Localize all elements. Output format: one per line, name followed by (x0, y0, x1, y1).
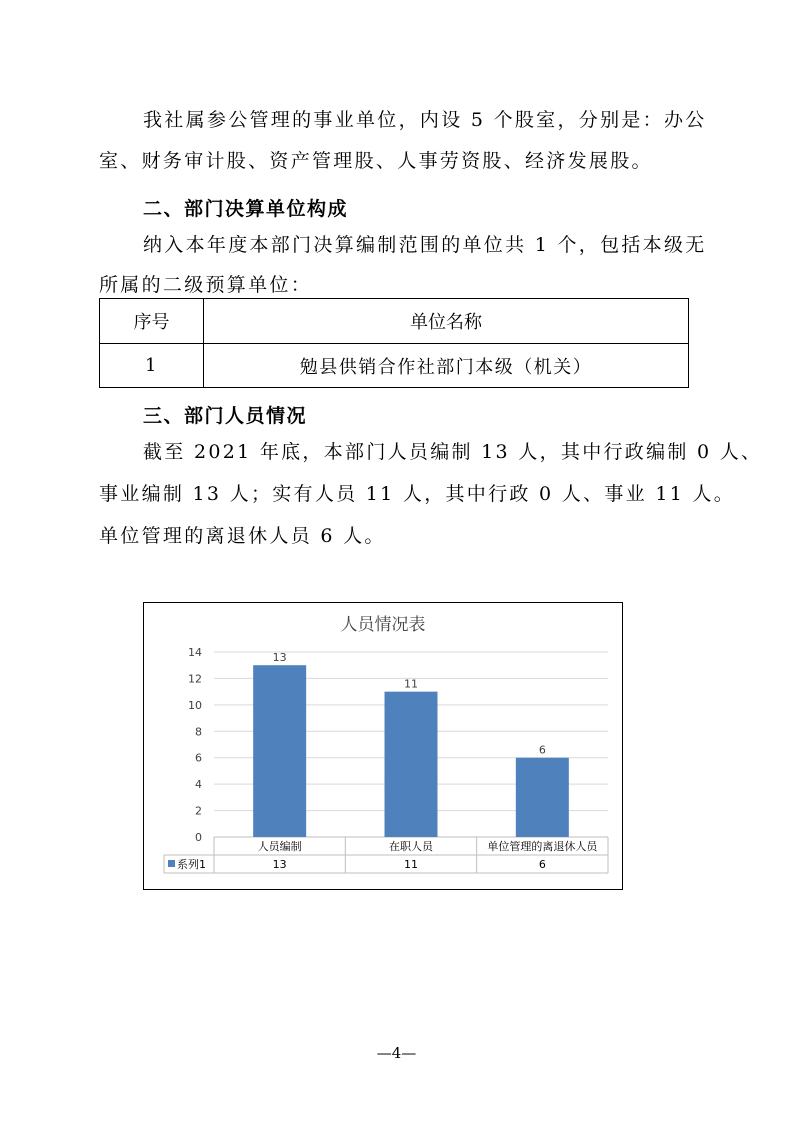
table-header-row (100, 299, 689, 344)
paragraph-line: 事业编制 13 人；实有人员 11 人，其中行政 0 人、事业 11 人。 (99, 483, 736, 505)
bar (385, 692, 438, 837)
paragraph-line: 纳入本年度本部门决算编制范围的单位共 1 个，包括本级无 (143, 234, 707, 256)
paragraph-line: 所属的二级预算单位： (99, 274, 313, 296)
y-tick-label: 10 (188, 698, 202, 712)
table-header-cell: 序号 (100, 299, 204, 344)
y-tick-label: 6 (195, 751, 202, 765)
legend-swatch (168, 860, 175, 867)
paragraph-line: 单位管理的离退休人员 6 人。 (99, 525, 386, 547)
data-label: 6 (538, 743, 546, 757)
category-label: 在职人员 (389, 840, 433, 853)
chart-title: 人员情况表 (340, 615, 426, 635)
chart-svg (144, 603, 622, 889)
section-heading-2: 二、部门决算单位构成 (143, 198, 349, 220)
y-tick-label: 8 (195, 725, 202, 739)
y-tick-label: 2 (195, 804, 202, 818)
legend-label: 系列1 (177, 858, 206, 871)
y-tick-label: 0 (195, 831, 202, 844)
bar (516, 758, 569, 837)
table-value: 13 (272, 858, 287, 871)
bar (253, 665, 306, 837)
paragraph-line: 我社属参公管理的事业单位，内设 5 个股室，分别是：办公 (143, 109, 707, 131)
y-tick-label: 4 (195, 778, 202, 792)
table-header-cell: 单位名称 (204, 299, 689, 344)
category-label: 人员编制 (257, 840, 302, 853)
unit-table (99, 298, 689, 388)
category-label: 单位管理的离退休人员 (487, 840, 598, 853)
staff-chart (143, 602, 623, 890)
y-tick-label: 14 (188, 646, 202, 659)
page-number: —4— (376, 1044, 417, 1062)
y-tick-label: 12 (188, 672, 202, 686)
table-cell: 1 (100, 344, 204, 388)
paragraph-line: 截至 2021 年底，本部门人员编制 13 人，其中行政编制 0 人、 (143, 441, 763, 463)
paragraph-line: 室、财务审计股、资产管理股、人事劳资股、经济发展股。 (99, 150, 653, 172)
table-row (100, 344, 689, 388)
section-heading-3: 三、部门人员情况 (143, 405, 308, 427)
table-value: 11 (404, 858, 418, 871)
table-cell: 勉县供销合作社部门本级（机关） (204, 344, 689, 388)
table-value: 6 (538, 858, 546, 871)
data-label: 13 (272, 651, 287, 665)
data-label: 11 (404, 677, 418, 691)
